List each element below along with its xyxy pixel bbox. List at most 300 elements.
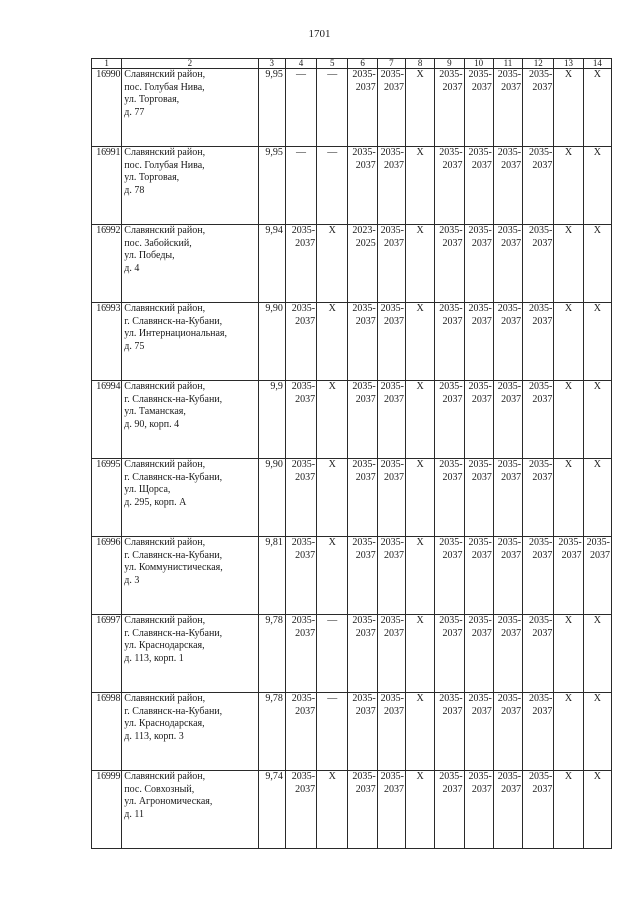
period-cell	[377, 381, 405, 459]
period-line: 2035-	[380, 537, 404, 548]
period-line: 2035-	[352, 537, 376, 548]
period-line: 2035-	[439, 459, 463, 470]
address-line: д. 295, корп. А	[124, 496, 187, 508]
period-line: 2035-	[439, 615, 463, 626]
period-cell	[285, 381, 316, 459]
period-cell	[348, 537, 377, 615]
record-number: 16991	[92, 147, 122, 225]
period-line: 2035-	[468, 225, 492, 236]
period-line: 2023-	[352, 225, 376, 236]
address-line: д. 113, корп. 1	[124, 652, 184, 664]
period-line: 2035-	[352, 69, 376, 80]
not-applicable-mark: X	[554, 147, 583, 225]
period-line: 2035-	[497, 537, 522, 548]
not-applicable-mark: X	[317, 225, 348, 303]
period-cell	[435, 615, 464, 693]
address-line: ул. Краснодарская,	[124, 640, 205, 651]
period-line: 2035-	[439, 537, 463, 548]
period-cell	[523, 303, 554, 381]
record-number: 16995	[92, 459, 122, 537]
period-line: 2037	[532, 393, 553, 405]
period-cell	[464, 693, 493, 771]
period-line: 2037	[355, 81, 376, 93]
not-applicable-mark: X	[554, 459, 583, 537]
period-cell	[464, 381, 493, 459]
period-line: 2037	[383, 393, 404, 405]
period-cell	[285, 615, 316, 693]
not-applicable-mark: X	[405, 381, 434, 459]
record-number: 16996	[92, 537, 122, 615]
column-number-9: 9	[435, 59, 464, 69]
not-applicable-mark: X	[405, 771, 434, 849]
period-cell	[348, 459, 377, 537]
period-line: 2035-	[497, 303, 522, 314]
column-number-11: 11	[493, 59, 522, 69]
period-cell	[348, 303, 377, 381]
period-line: 2035-	[468, 537, 492, 548]
table-row	[92, 381, 612, 459]
period-line: 2035-	[439, 693, 463, 704]
address-line: ул. Торговая,	[124, 172, 180, 183]
address-cell	[122, 693, 258, 771]
address-cell	[122, 303, 258, 381]
period-line: 2037	[442, 159, 463, 171]
period-line: 2037	[471, 159, 492, 171]
address-cell	[122, 147, 258, 225]
period-line: 2037	[471, 471, 492, 483]
area-value: 9,95	[258, 69, 285, 147]
period-line: 2035-	[380, 615, 404, 626]
empty-dash: —	[317, 69, 348, 147]
period-cell	[523, 459, 554, 537]
address-line: д. 78	[124, 184, 145, 196]
period-line: 2037	[383, 81, 404, 93]
table-row	[92, 225, 612, 303]
record-number: 16993	[92, 303, 122, 381]
period-cell	[435, 381, 464, 459]
period-line: 2037	[532, 81, 553, 93]
period-line: 2035-	[380, 771, 404, 782]
area-value: 9,78	[258, 693, 285, 771]
period-line: 2035-	[497, 381, 522, 392]
address-line: Славянский район,	[124, 381, 206, 392]
area-value: 9,9	[258, 381, 285, 459]
address-line: Славянский район,	[124, 225, 206, 236]
column-number-2: 2	[122, 59, 258, 69]
address-line: д. 11	[124, 808, 144, 820]
period-line: 2037	[471, 393, 492, 405]
period-cell	[377, 225, 405, 303]
period-cell	[493, 225, 522, 303]
period-cell	[583, 537, 611, 615]
address-line: Славянский район,	[124, 615, 206, 626]
table-row	[92, 303, 612, 381]
not-applicable-mark: X	[554, 303, 583, 381]
period-cell	[523, 615, 554, 693]
period-line: 2037	[295, 471, 316, 483]
not-applicable-mark: X	[583, 771, 611, 849]
period-line: 2035-	[291, 771, 316, 782]
period-line: 2037	[501, 159, 522, 171]
period-line: 2037	[355, 783, 376, 795]
period-cell	[523, 69, 554, 147]
not-applicable-mark: X	[317, 303, 348, 381]
period-line: 2035-	[468, 381, 492, 392]
period-line: 2035-	[380, 147, 404, 158]
table-row	[92, 459, 612, 537]
period-cell	[435, 537, 464, 615]
address-line: д. 4	[124, 262, 140, 274]
period-cell	[435, 225, 464, 303]
period-line: 2035-	[380, 303, 404, 314]
period-line: 2035-	[291, 693, 316, 704]
period-cell	[464, 537, 493, 615]
period-line: 2037	[561, 549, 582, 561]
period-line: 2035-	[529, 459, 553, 470]
period-cell	[493, 69, 522, 147]
period-line: 2035-	[497, 459, 522, 470]
period-line: 2037	[442, 627, 463, 639]
period-line: 2035-	[439, 303, 463, 314]
not-applicable-mark: X	[583, 69, 611, 147]
period-cell	[464, 69, 493, 147]
empty-dash: —	[317, 615, 348, 693]
period-line: 2037	[383, 627, 404, 639]
period-line: 2035-	[497, 147, 522, 158]
period-line: 2037	[532, 159, 553, 171]
period-line: 2037	[355, 393, 376, 405]
period-cell	[435, 771, 464, 849]
period-line: 2035-	[291, 303, 316, 314]
not-applicable-mark: X	[554, 225, 583, 303]
period-line: 2035-	[380, 69, 404, 80]
column-number-1: 1	[92, 59, 122, 69]
period-cell	[493, 147, 522, 225]
period-line: 2037	[295, 705, 316, 717]
period-line: 2035-	[586, 537, 610, 548]
not-applicable-mark: X	[317, 381, 348, 459]
period-line: 2035-	[380, 459, 404, 470]
address-line: д. 77	[124, 106, 145, 118]
period-cell	[493, 693, 522, 771]
area-value: 9,94	[258, 225, 285, 303]
period-cell	[285, 771, 316, 849]
period-line: 2037	[295, 549, 316, 561]
period-line: 2035-	[497, 225, 522, 236]
period-line: 2037	[383, 237, 404, 249]
address-line: Славянский район,	[124, 147, 206, 158]
address-cell	[122, 69, 258, 147]
period-line: 2037	[471, 81, 492, 93]
period-line: 2037	[501, 315, 522, 327]
period-line: 2037	[471, 627, 492, 639]
column-number-5: 5	[317, 59, 348, 69]
address-line: г. Славянск-на-Кубани,	[124, 627, 223, 639]
period-line: 2037	[501, 627, 522, 639]
not-applicable-mark: X	[554, 69, 583, 147]
period-line: 2035-	[497, 771, 522, 782]
page-number: 1701	[308, 28, 331, 40]
period-line: 2035-	[529, 771, 553, 782]
period-cell	[523, 147, 554, 225]
column-number-13: 13	[554, 59, 583, 69]
period-cell	[377, 69, 405, 147]
period-line: 2035-	[468, 69, 492, 80]
period-line: 2037	[383, 159, 404, 171]
period-line: 2035-	[352, 615, 376, 626]
period-line: 2035-	[529, 615, 553, 626]
column-number-12: 12	[523, 59, 554, 69]
period-line: 2035-	[352, 771, 376, 782]
empty-dash: —	[317, 147, 348, 225]
address-cell	[122, 225, 258, 303]
period-cell	[464, 615, 493, 693]
address-line: Славянский район,	[124, 693, 206, 704]
period-cell	[493, 615, 522, 693]
period-cell	[377, 303, 405, 381]
period-line: 2035-	[468, 615, 492, 626]
period-line: 2037	[355, 627, 376, 639]
address-line: пос. Голубая Нива,	[124, 159, 205, 171]
address-line: ул. Коммунистическая,	[124, 562, 223, 573]
empty-dash: —	[285, 147, 316, 225]
not-applicable-mark: X	[583, 147, 611, 225]
period-line: 2037	[532, 315, 553, 327]
period-cell	[493, 303, 522, 381]
area-value: 9,90	[258, 303, 285, 381]
period-line: 2035-	[529, 693, 553, 704]
record-number: 16994	[92, 381, 122, 459]
period-line: 2035-	[468, 459, 492, 470]
record-number: 16997	[92, 615, 122, 693]
period-line: 2035-	[352, 303, 376, 314]
period-line: 2037	[532, 549, 553, 561]
not-applicable-mark: X	[405, 693, 434, 771]
period-cell	[285, 303, 316, 381]
period-line: 2035-	[529, 225, 553, 236]
period-line: 2037	[355, 705, 376, 717]
period-line: 2037	[501, 783, 522, 795]
period-line: 2037	[501, 471, 522, 483]
period-line: 2035-	[352, 693, 376, 704]
address-cell	[122, 771, 258, 849]
area-value: 9,90	[258, 459, 285, 537]
not-applicable-mark: X	[405, 537, 434, 615]
address-line: ул. Таманская,	[124, 406, 186, 417]
period-cell	[435, 147, 464, 225]
address-line: г. Славянск-на-Кубани,	[124, 393, 223, 405]
period-cell	[523, 225, 554, 303]
period-cell	[348, 147, 377, 225]
period-line: 2037	[590, 549, 610, 561]
not-applicable-mark: X	[405, 225, 434, 303]
period-line: 2037	[295, 237, 316, 249]
address-line: д. 3	[124, 574, 140, 586]
period-line: 2035-	[352, 381, 376, 392]
period-cell	[377, 537, 405, 615]
address-line: ул. Щорса,	[124, 484, 171, 495]
column-number-7: 7	[377, 59, 405, 69]
address-line: ул. Торговая,	[124, 94, 180, 105]
period-line: 2037	[471, 315, 492, 327]
period-line: 2035-	[291, 459, 316, 470]
period-line: 2037	[442, 549, 463, 561]
area-value: 9,95	[258, 147, 285, 225]
address-cell	[122, 381, 258, 459]
period-line: 2035-	[497, 693, 522, 704]
period-cell	[348, 693, 377, 771]
period-cell	[377, 615, 405, 693]
column-number-10: 10	[464, 59, 493, 69]
period-line: 2035-	[291, 225, 316, 236]
period-cell	[493, 459, 522, 537]
period-cell	[523, 693, 554, 771]
area-value: 9,81	[258, 537, 285, 615]
period-line: 2037	[295, 393, 316, 405]
period-cell	[348, 69, 377, 147]
address-line: ул. Победы,	[124, 250, 175, 261]
column-number-6: 6	[348, 59, 377, 69]
period-line: 2037	[471, 705, 492, 717]
period-line: 2037	[295, 627, 316, 639]
period-cell	[285, 459, 316, 537]
period-line: 2037	[532, 705, 553, 717]
period-line: 2035-	[529, 381, 553, 392]
not-applicable-mark: X	[405, 615, 434, 693]
address-cell	[122, 537, 258, 615]
column-number-14: 14	[583, 59, 611, 69]
not-applicable-mark: X	[583, 225, 611, 303]
address-cell	[122, 459, 258, 537]
period-line: 2035-	[497, 615, 522, 626]
period-line: 2037	[471, 549, 492, 561]
address-line: г. Славянск-на-Кубани,	[124, 705, 223, 717]
period-line: 2035-	[380, 225, 404, 236]
period-line: 2037	[355, 315, 376, 327]
period-line: 2037	[501, 549, 522, 561]
address-line: д. 113, корп. 3	[124, 730, 184, 742]
not-applicable-mark: X	[317, 537, 348, 615]
record-number: 16998	[92, 693, 122, 771]
column-header-row	[92, 59, 612, 69]
period-line: 2037	[442, 705, 463, 717]
period-line: 2037	[355, 549, 376, 561]
address-line: д. 75	[124, 340, 145, 352]
period-cell	[493, 381, 522, 459]
period-line: 2037	[532, 627, 553, 639]
period-cell	[435, 303, 464, 381]
period-line: 2035-	[529, 147, 553, 158]
table-body	[92, 59, 612, 849]
address-line: пос. Голубая Нива,	[124, 81, 205, 93]
record-number: 16999	[92, 771, 122, 849]
period-line: 2037	[442, 783, 463, 795]
not-applicable-mark: X	[317, 771, 348, 849]
period-line: 2037	[471, 237, 492, 249]
not-applicable-mark: X	[405, 69, 434, 147]
table-row	[92, 615, 612, 693]
table-row	[92, 537, 612, 615]
period-line: 2035-	[529, 303, 553, 314]
period-line: 2037	[355, 471, 376, 483]
period-cell	[377, 693, 405, 771]
address-line: пос. Совхозный,	[124, 783, 195, 795]
address-line: ул. Краснодарская,	[124, 718, 205, 729]
period-line: 2037	[383, 705, 404, 717]
register-table	[91, 58, 612, 849]
not-applicable-mark: X	[554, 693, 583, 771]
period-line: 2035-	[439, 771, 463, 782]
address-line: д. 90, корп. 4	[124, 418, 180, 430]
not-applicable-mark: X	[554, 381, 583, 459]
period-line: 2037	[532, 471, 553, 483]
column-number-8: 8	[405, 59, 434, 69]
period-line: 2037	[383, 315, 404, 327]
not-applicable-mark: X	[405, 303, 434, 381]
not-applicable-mark: X	[554, 771, 583, 849]
period-cell	[435, 459, 464, 537]
period-line: 2035-	[291, 381, 316, 392]
not-applicable-mark: X	[405, 459, 434, 537]
address-line: г. Славянск-на-Кубани,	[124, 471, 223, 483]
period-cell	[285, 693, 316, 771]
not-applicable-mark: X	[583, 459, 611, 537]
column-number-4: 4	[285, 59, 316, 69]
period-cell	[464, 225, 493, 303]
period-cell	[348, 225, 377, 303]
period-line: 2037	[295, 783, 316, 795]
period-line: 2025	[355, 237, 376, 249]
period-line: 2037	[383, 471, 404, 483]
period-line: 2037	[501, 393, 522, 405]
area-value: 9,74	[258, 771, 285, 849]
period-cell	[435, 69, 464, 147]
period-line: 2037	[295, 315, 316, 327]
address-line: пос. Забойский,	[124, 237, 192, 249]
address-line: Славянский район,	[124, 771, 206, 782]
period-line: 2037	[501, 81, 522, 93]
period-line: 2037	[501, 705, 522, 717]
address-line: ул. Агрономическая,	[124, 796, 213, 807]
period-line: 2037	[442, 315, 463, 327]
period-line: 2035-	[352, 459, 376, 470]
not-applicable-mark: X	[583, 381, 611, 459]
address-line: г. Славянск-на-Кубани,	[124, 549, 223, 561]
table-row	[92, 69, 612, 147]
period-cell	[285, 537, 316, 615]
period-line: 2035-	[558, 537, 582, 548]
period-line: 2035-	[439, 147, 463, 158]
address-line: Славянский район,	[124, 537, 206, 548]
address-line: Славянский район,	[124, 459, 206, 470]
address-line: Славянский район,	[124, 303, 206, 314]
period-line: 2035-	[529, 537, 553, 548]
empty-dash: —	[285, 69, 316, 147]
period-cell	[348, 615, 377, 693]
period-cell	[348, 771, 377, 849]
period-cell	[435, 693, 464, 771]
not-applicable-mark: X	[554, 615, 583, 693]
period-line: 2035-	[468, 693, 492, 704]
period-line: 2035-	[439, 381, 463, 392]
period-line: 2037	[442, 393, 463, 405]
period-line: 2035-	[468, 303, 492, 314]
period-cell	[554, 537, 583, 615]
period-line: 2035-	[291, 615, 316, 626]
period-line: 2037	[501, 237, 522, 249]
table-row	[92, 693, 612, 771]
not-applicable-mark: X	[583, 693, 611, 771]
